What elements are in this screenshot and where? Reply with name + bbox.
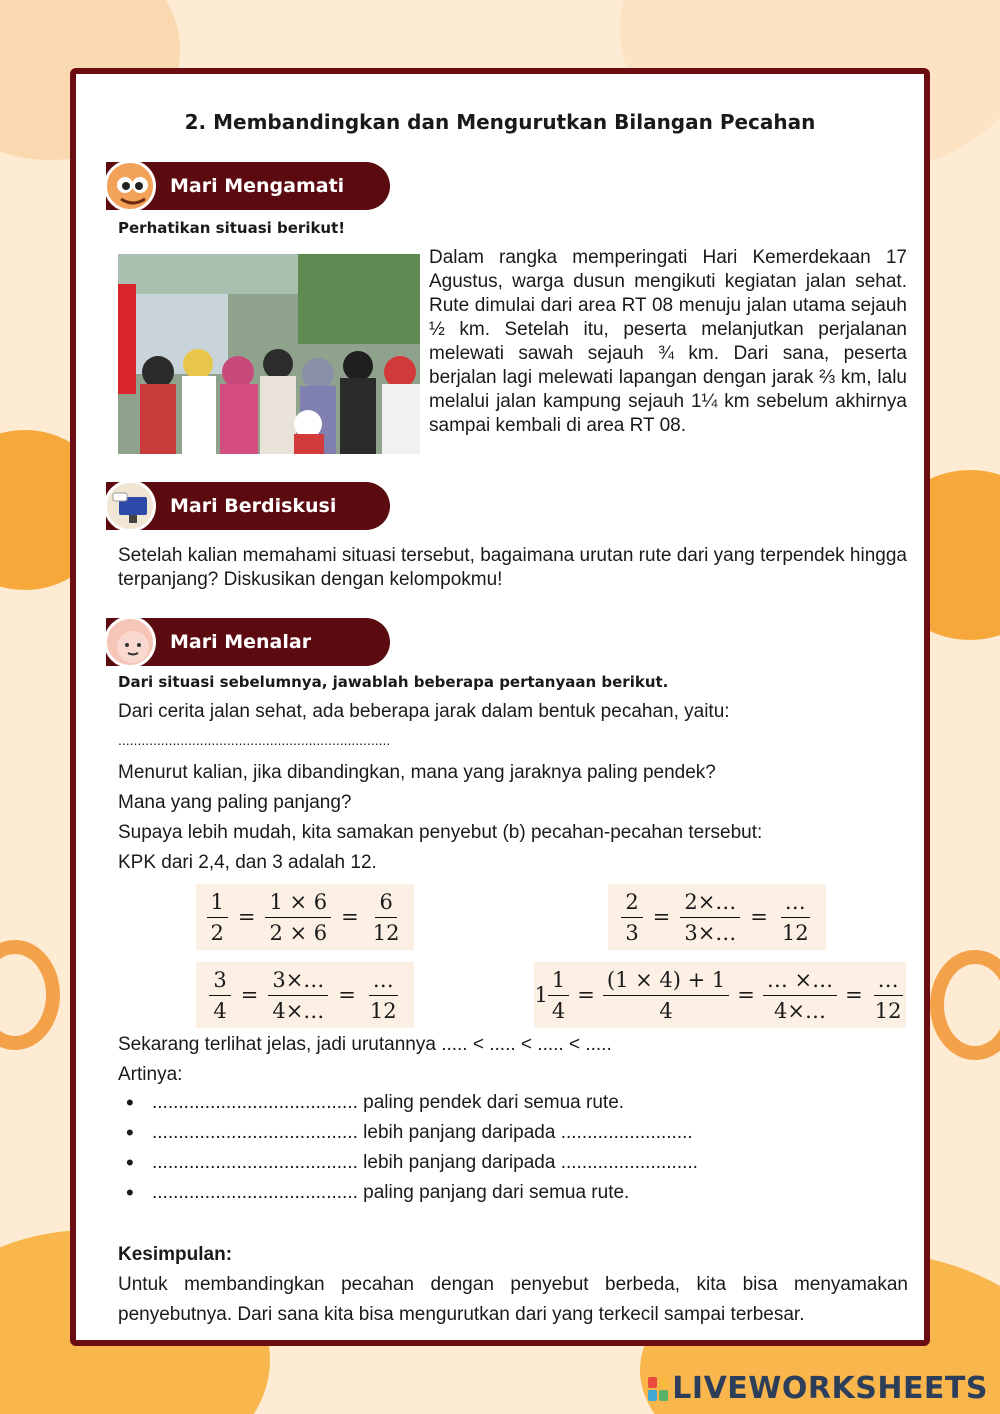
meaning-label: Artinya:	[118, 1064, 183, 1085]
order-line[interactable]: Sekarang terlihat jelas, jadi urutannya ..... < ..... < ..... < .....	[118, 1034, 612, 1055]
discussion-computer-icon	[104, 480, 156, 532]
observe-instruction: Perhatikan situasi berikut!	[118, 219, 346, 237]
section-label: Mari Mengamati	[170, 175, 345, 197]
fraction-half: $\frac{1}{2}$ = $\frac{1 \times 6}{2 \times 6}$ = $\frac{6}{12}$	[196, 884, 414, 950]
decor-swirl	[0, 940, 60, 1050]
event-photo	[118, 254, 420, 454]
list-item[interactable]: • ....................................... lebih panjang daripada .........................	[118, 1118, 698, 1148]
conclusion-text: Untuk membandingkan pecahan dengan penyebut berbeda, kita bisa menyamakan penyebutnya. Dari sana kita bisa mengurutkan dari yang terkecil sampai terbesar.	[118, 1274, 908, 1325]
fraction-three-quarters[interactable]: $\frac{3}{4}$ = $\frac{3\times\dots}{4\times\dots}$ = … 12	[196, 962, 414, 1028]
fraction-mixed[interactable]: 1 1 4 = $\frac{(1 \times 4) + 1}{4}$ = … ×… 4×… = … 12	[534, 962, 906, 1028]
section-header-reason	[106, 618, 390, 666]
watermark-text: LIVEWORKSHEETS	[672, 1371, 988, 1406]
list-item[interactable]: • ....................................... paling panjang dari semua rute.	[118, 1178, 698, 1208]
reason-instruction: Dari situasi sebelumnya, jawablah beberapa pertanyaan berikut.	[118, 673, 669, 691]
story-paragraph: Dalam rangka memperingati Hari Kemerdekaan 17 Agustus, warga dusun mengikuti kegiatan jalan sehat. Rute dimulai dari area RT 08 menuju jalan utama sejauh ½ km. Setelah itu, peserta melanjutkan perjalanan melewati sawah sejauh ¾ km. Dari sana, peserta berjalan lagi melewati lapangan dengan jarak ⅔ km, lalu melalui jalan kampung sejauh 1¼ km sebelum akhirnya sampai kembali di area RT 08.	[429, 247, 907, 436]
thinking-face-icon	[104, 616, 156, 668]
section-label: Mari Berdiskusi	[170, 495, 337, 517]
reason-line: Mana yang paling panjang?	[118, 792, 352, 813]
section-header-discuss	[106, 482, 390, 530]
section-header-observe	[106, 162, 390, 210]
answer-blank[interactable]: ......................................................................	[118, 732, 391, 748]
discuss-text: Setelah kalian memahami situasi tersebut, bagaimana urutan rute dari yang terpendek hingga terpanjang? Diskusikan dengan kelompokmu!	[118, 545, 907, 590]
cartoon-walking-icon	[104, 160, 156, 212]
reason-line: Supaya lebih mudah, kita samakan penyebut (b) pecahan-pecahan tersebut:	[118, 822, 763, 843]
reason-line: Menurut kalian, jika dibandingkan, mana yang jaraknya paling pendek?	[118, 762, 716, 783]
page-title: 2. Membandingkan dan Mengurutkan Bilangan Pecahan	[184, 110, 816, 134]
conclusion-label: Kesimpulan:	[118, 1244, 233, 1265]
worksheet-card	[70, 68, 930, 1346]
decor-swirl	[930, 950, 1000, 1060]
list-item[interactable]: • ....................................... lebih panjang daripada ..........................	[118, 1148, 698, 1178]
list-item[interactable]: • ....................................... paling pendek dari semua rute.	[118, 1088, 698, 1118]
reason-line: KPK dari 2,4, dan 3 adalah 12.	[118, 852, 377, 873]
meaning-list	[118, 1088, 698, 1208]
fraction-two-thirds[interactable]: $\frac{2}{3}$ = $\frac{2\times\dots}{3\times\dots}$ = … 12	[608, 884, 826, 950]
liveworksheets-logo-icon	[648, 1377, 668, 1401]
reason-line: Dari cerita jalan sehat, ada beberapa jarak dalam bentuk pecahan, yaitu:	[118, 701, 730, 722]
liveworksheets-watermark	[648, 1371, 988, 1406]
section-label: Mari Menalar	[170, 631, 312, 653]
